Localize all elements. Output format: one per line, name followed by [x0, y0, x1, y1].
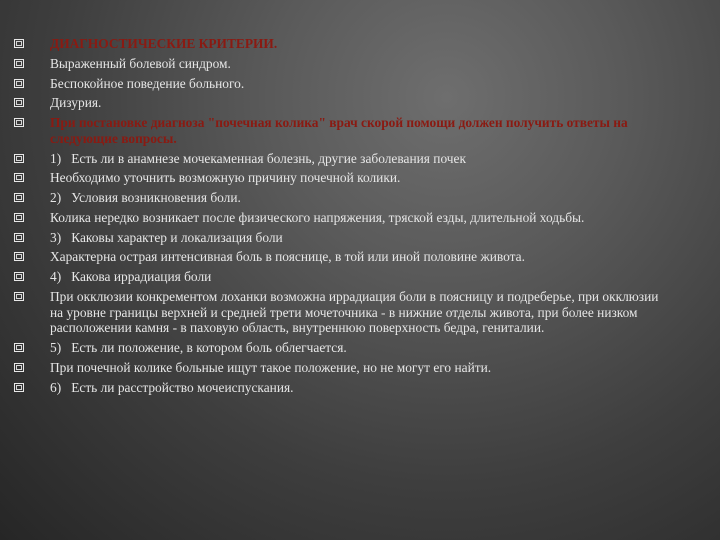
boxed-square-bullet-icon	[14, 118, 24, 127]
boxed-square-bullet-icon	[14, 383, 24, 392]
bullet-list	[14, 36, 674, 399]
boxed-square-bullet-icon	[14, 343, 24, 352]
list-item-text: При окклюзии конкрементом лоханки возможна иррадиация боли в поясницу и подреберье, при окклюзии на уровне границы верхней и средней трети мочеточника - в нижние отделы живота, при более низком расположении камня - в паховую область, внутреннюю поверхность бедра, гениталии.	[50, 288, 659, 336]
boxed-square-bullet-icon	[14, 233, 24, 242]
boxed-square-bullet-icon	[14, 292, 24, 301]
list-item	[14, 289, 674, 336]
boxed-square-bullet-icon	[14, 98, 24, 107]
list-item-text: При почечной колике больные ищут такое положение, но не могут его найти.	[50, 359, 492, 375]
boxed-square-bullet-icon	[14, 154, 24, 163]
list-item-text: 4) Какова иррадиация боли	[50, 269, 212, 285]
list-item	[14, 56, 674, 72]
boxed-square-bullet-icon	[14, 363, 24, 372]
boxed-square-bullet-icon	[14, 39, 24, 48]
list-item-text: ДИАГНОСТИЧЕСКИЕ КРИТЕРИИ.	[50, 36, 278, 51]
list-item-text: 3) Каковы характер и локализация боли	[50, 229, 283, 245]
list-item	[14, 76, 674, 92]
list-item-text: 1) Есть ли в анамнезе мочекаменная болезнь, другие заболевания почек	[50, 150, 466, 166]
boxed-square-bullet-icon	[14, 193, 24, 202]
list-item	[14, 340, 674, 356]
list-item	[14, 95, 674, 111]
list-item	[14, 170, 674, 186]
list-item-text: Необходимо уточнить возможную причину почечной колики.	[50, 170, 401, 186]
list-item-text: Дизурия.	[50, 95, 102, 111]
boxed-square-bullet-icon	[14, 272, 24, 281]
list-item-text: Характерна острая интенсивная боль в пояснице, в той или иной половине живота.	[50, 249, 525, 265]
list-item-text: Беспокойное поведение больного.	[50, 75, 245, 91]
list-item	[14, 230, 674, 246]
list-item-text: 2) Условия возникновения боли.	[50, 190, 241, 206]
boxed-square-bullet-icon	[14, 79, 24, 88]
list-item	[14, 151, 674, 167]
list-item-text: Выраженный болевой синдром.	[50, 55, 231, 71]
list-item-text: 6) Есть ли расстройство мочеиспускания.	[50, 379, 294, 395]
boxed-square-bullet-icon	[14, 59, 24, 68]
boxed-square-bullet-icon	[14, 173, 24, 182]
list-item	[14, 360, 674, 376]
list-item	[14, 115, 674, 146]
list-item-text: Колика нередко возникает после физического напряжения, тряской езды, длительной ходьбы.	[50, 209, 585, 225]
list-item-text: При постановке диагноза "почечная колика" врач скорой помощи должен получить ответы на следующие вопросы.	[50, 115, 628, 146]
list-item	[14, 36, 674, 52]
boxed-square-bullet-icon	[14, 213, 24, 222]
list-item	[14, 210, 674, 226]
list-item	[14, 249, 674, 265]
list-item-text: 5) Есть ли положение, в котором боль облегчается.	[50, 339, 347, 355]
boxed-square-bullet-icon	[14, 252, 24, 261]
list-item	[14, 269, 674, 285]
list-item	[14, 380, 674, 396]
list-item	[14, 190, 674, 206]
